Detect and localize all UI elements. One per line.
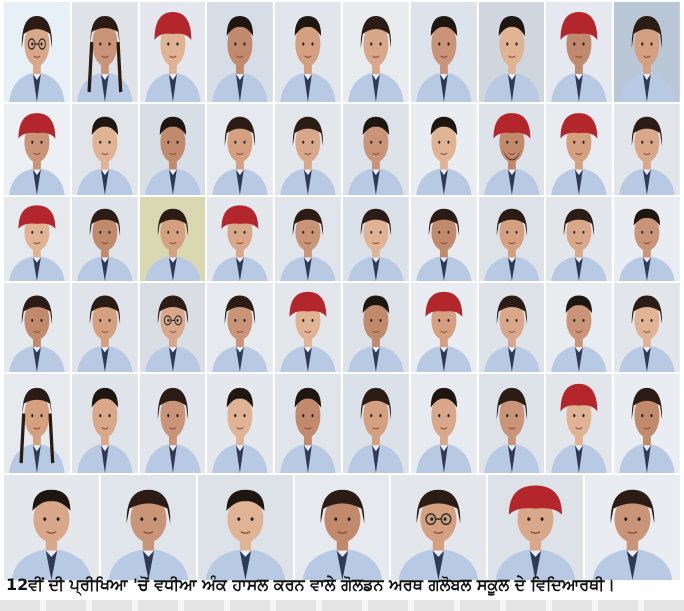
student-photo: [546, 283, 612, 372]
portrait-illustration: [488, 475, 583, 580]
portrait-illustration: [614, 283, 680, 372]
photo-row: [4, 197, 680, 281]
student-photo: [4, 374, 70, 473]
portrait-illustration: [140, 197, 206, 281]
student-photo: [343, 197, 409, 281]
student-photo: [479, 197, 545, 281]
student-photo: [275, 2, 341, 102]
photo-caption: 12ਵੀਂ ਦੀ ਪ੍ਰੀਖਿਆ 'ਚੋਂ ਵਧੀਆ ਅੰਕ ਹਾਸਲ ਕਰਨ ਵਾਲੇ ਗੋਲਡਨ ਅਰਥ ਗਲੋਬਲ ਸਕੂਲ ਦੇ ਵਿਦਿਆਰਥੀ।: [6, 575, 615, 594]
portrait-illustration: [343, 197, 409, 281]
student-photo: [479, 283, 545, 372]
student-photo: [72, 374, 138, 473]
student-photo: [207, 283, 273, 372]
portrait-illustration: [546, 283, 612, 372]
student-photo: [140, 283, 206, 372]
photo-row: [4, 475, 680, 580]
portrait-illustration: [585, 475, 680, 580]
portrait-illustration: [207, 104, 273, 195]
student-photo: [343, 374, 409, 473]
portrait-illustration: [4, 374, 70, 473]
student-photo: [614, 2, 680, 102]
student-photo: [295, 475, 390, 580]
portrait-illustration: [479, 283, 545, 372]
student-photo: [546, 2, 612, 102]
student-photo: [72, 2, 138, 102]
student-photo: [275, 197, 341, 281]
portrait-illustration: [4, 104, 70, 195]
student-photo: [207, 197, 273, 281]
student-photo: [614, 283, 680, 372]
student-photo: [546, 104, 612, 195]
student-photo: [275, 104, 341, 195]
student-photo: [411, 197, 477, 281]
student-photo: [140, 104, 206, 195]
portrait-illustration: [411, 104, 477, 195]
cut-off-text-strip: [0, 600, 684, 611]
photo-row: [4, 2, 680, 102]
student-photo: [275, 374, 341, 473]
student-photo: [72, 283, 138, 372]
student-photo: [479, 374, 545, 473]
portrait-illustration: [479, 197, 545, 281]
student-photo: [614, 104, 680, 195]
student-photo: [4, 104, 70, 195]
portrait-illustration: [207, 283, 273, 372]
portrait-illustration: [391, 475, 486, 580]
student-photo: [140, 2, 206, 102]
student-photo: [411, 2, 477, 102]
student-photo: [411, 283, 477, 372]
student-photo: [4, 475, 99, 580]
photo-row: [4, 283, 680, 372]
portrait-illustration: [546, 104, 612, 195]
portrait-illustration: [411, 2, 477, 102]
portrait-illustration: [614, 104, 680, 195]
student-photo: [72, 197, 138, 281]
portrait-illustration: [614, 2, 680, 102]
portrait-illustration: [546, 197, 612, 281]
photo-row: [4, 104, 680, 195]
student-photo: [207, 2, 273, 102]
student-photo: [585, 475, 680, 580]
student-photo: [4, 283, 70, 372]
portrait-illustration: [72, 104, 138, 195]
student-photo: [614, 197, 680, 281]
student-photo: [207, 374, 273, 473]
student-photo: [101, 475, 196, 580]
student-photo: [4, 197, 70, 281]
portrait-illustration: [140, 104, 206, 195]
portrait-illustration: [295, 475, 390, 580]
student-photo: [207, 104, 273, 195]
portrait-illustration: [4, 197, 70, 281]
student-photo: [479, 2, 545, 102]
student-photo: [488, 475, 583, 580]
portrait-illustration: [411, 283, 477, 372]
portrait-illustration: [411, 374, 477, 473]
student-photo: [140, 374, 206, 473]
portrait-illustration: [479, 104, 545, 195]
portrait-illustration: [4, 283, 70, 372]
portrait-illustration: [4, 475, 99, 580]
student-photo: [391, 475, 486, 580]
portrait-illustration: [546, 2, 612, 102]
student-photo: [72, 104, 138, 195]
portrait-illustration: [411, 197, 477, 281]
portrait-illustration: [275, 197, 341, 281]
portrait-illustration: [4, 2, 70, 102]
portrait-illustration: [614, 197, 680, 281]
student-photo: [343, 104, 409, 195]
student-photo-grid: [4, 2, 680, 582]
portrait-illustration: [72, 374, 138, 473]
portrait-illustration: [614, 374, 680, 473]
student-photo: [198, 475, 293, 580]
student-photo: [411, 104, 477, 195]
student-photo: [411, 374, 477, 473]
student-photo: [546, 197, 612, 281]
portrait-illustration: [207, 374, 273, 473]
student-photo: [343, 2, 409, 102]
portrait-illustration: [479, 374, 545, 473]
portrait-illustration: [275, 104, 341, 195]
portrait-illustration: [479, 2, 545, 102]
portrait-illustration: [72, 2, 138, 102]
student-photo: [343, 283, 409, 372]
portrait-illustration: [275, 2, 341, 102]
student-photo: [140, 197, 206, 281]
portrait-illustration: [275, 283, 341, 372]
portrait-illustration: [198, 475, 293, 580]
portrait-illustration: [140, 2, 206, 102]
portrait-illustration: [140, 374, 206, 473]
student-photo: [275, 283, 341, 372]
student-photo: [614, 374, 680, 473]
portrait-illustration: [207, 197, 273, 281]
portrait-illustration: [140, 283, 206, 372]
student-photo: [546, 374, 612, 473]
portrait-illustration: [275, 374, 341, 473]
portrait-illustration: [72, 197, 138, 281]
portrait-illustration: [546, 374, 612, 473]
portrait-illustration: [343, 104, 409, 195]
portrait-illustration: [207, 2, 273, 102]
student-photo: [4, 2, 70, 102]
photo-row: [4, 374, 680, 473]
portrait-illustration: [343, 283, 409, 372]
portrait-illustration: [343, 2, 409, 102]
portrait-illustration: [343, 374, 409, 473]
student-photo: [479, 104, 545, 195]
portrait-illustration: [101, 475, 196, 580]
portrait-illustration: [72, 283, 138, 372]
